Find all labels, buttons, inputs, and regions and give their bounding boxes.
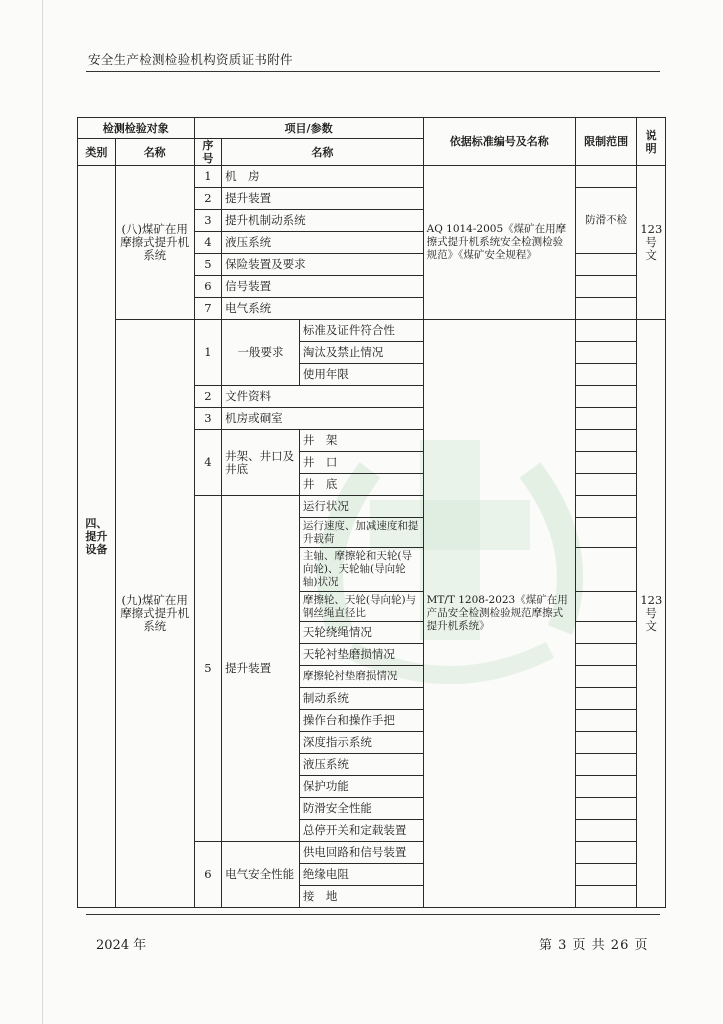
footer-year: 2024 年 (96, 938, 147, 953)
group9-item: 文件资料 (222, 386, 423, 408)
group8-seq: 6 (194, 276, 222, 298)
group9-limit-cell (575, 518, 636, 548)
group9-limit-cell (575, 496, 636, 518)
group9-subitem: 防滑安全性能 (299, 798, 423, 820)
header-category: 类别 (78, 139, 116, 166)
group9-seq: 3 (194, 408, 222, 430)
group9-note: 123号文 (637, 320, 666, 908)
group9-limit-cell (575, 474, 636, 496)
group9-limit-cell (575, 452, 636, 474)
group9-standard: MT/T 1208-2023《煤矿在用产品安全检测检验规范摩擦式提升机系统》 (423, 320, 575, 908)
group9-subitem: 制动系统 (299, 688, 423, 710)
group9-limit-cell (575, 710, 636, 732)
group9-subitem: 主轴、摩擦轮和天轮(导向轮)、天轮轴(导向轮轴)状况 (299, 548, 423, 592)
group9-limit-cell (575, 622, 636, 644)
group9-subitem: 绝缘电阻 (299, 864, 423, 886)
group9-item: 机房或硐室 (222, 408, 423, 430)
group8-seq: 7 (194, 298, 222, 320)
group8-limit-cell (575, 254, 636, 276)
group9-limit-cell (575, 666, 636, 688)
group8-item: 机 房 (222, 166, 423, 188)
group9-limit-cell (575, 592, 636, 622)
group9-subitem: 天轮衬垫磨损情况 (299, 644, 423, 666)
group9-limit-cell (575, 320, 636, 342)
group9-subitem: 摩擦轮衬垫磨损情况 (299, 666, 423, 688)
group9-limit-cell (575, 688, 636, 710)
group8-name: (八)煤矿在用摩擦式提升机系统 (115, 166, 194, 320)
group8-item: 信号装置 (222, 276, 423, 298)
group9-subitem: 运行速度、加减速度和提升载荷 (299, 518, 423, 548)
group9-limit-cell (575, 408, 636, 430)
page-edge-line (42, 0, 43, 1024)
group9-subitem: 液压系统 (299, 754, 423, 776)
group8-seq: 2 (194, 188, 222, 210)
group9-subitem: 淘汰及禁止情况 (299, 342, 423, 364)
group9-seq: 1 (194, 320, 222, 386)
group9-limit-cell (575, 364, 636, 386)
group9-item: 提升装置 (222, 496, 300, 842)
category-cell: 四、提升设备 (78, 166, 116, 908)
footer-page-number: 第 3 页 共 26 页 (539, 938, 649, 953)
group9-seq: 2 (194, 386, 222, 408)
group9-limit-cell (575, 820, 636, 842)
group8-standard: AQ 1014-2005《煤矿在用摩擦式提升机系统安全检测检验规范》《煤矿安全规程》 (423, 166, 575, 320)
group9-seq: 4 (194, 430, 222, 496)
group9-name: (九)煤矿在用摩擦式提升机系统 (115, 320, 194, 908)
group8-limit-cell (575, 298, 636, 320)
group9-item: 井架、井口及井底 (222, 430, 300, 496)
group8-item: 电气系统 (222, 298, 423, 320)
group9-limit-cell (575, 776, 636, 798)
group8-limit: 防滑不检 (575, 188, 636, 254)
group9-subitem: 深度指示系统 (299, 732, 423, 754)
group9-limit-cell (575, 342, 636, 364)
group9-subitem: 运行状况 (299, 496, 423, 518)
header-note: 说明 (637, 118, 666, 166)
group8-item: 提升机制动系统 (222, 210, 423, 232)
group8-note: 123号文 (637, 166, 666, 320)
group8-seq: 4 (194, 232, 222, 254)
group9-limit-cell (575, 644, 636, 666)
group9-item: 电气安全性能 (222, 842, 300, 908)
group9-subitem: 井 架 (299, 430, 423, 452)
group9-subitem: 摩擦轮、天轮(导向轮)与钢丝绳直径比 (299, 592, 423, 622)
group9-limit-cell (575, 886, 636, 908)
group9-limit-cell (575, 548, 636, 592)
group9-limit-cell (575, 798, 636, 820)
header-rule (86, 71, 660, 72)
group9-item: 一般要求 (222, 320, 300, 386)
group9-limit-cell (575, 754, 636, 776)
group9-subitem: 使用年限 (299, 364, 423, 386)
header-standard: 依据标准编号及名称 (423, 118, 575, 166)
footer-rule (86, 914, 660, 915)
header-seq: 序号 (194, 139, 222, 166)
group9-subitem: 总停开关和定载装置 (299, 820, 423, 842)
header-limit: 限制范围 (575, 118, 636, 166)
group9-subitem: 接 地 (299, 886, 423, 908)
header-name: 名称 (115, 139, 194, 166)
group9-limit-cell (575, 732, 636, 754)
group9-seq: 6 (194, 842, 222, 908)
group9-subitem: 供电回路和信号装置 (299, 842, 423, 864)
qualification-table (77, 117, 666, 908)
header-object: 检测检验对象 (78, 118, 195, 139)
group9-subitem: 保护功能 (299, 776, 423, 798)
group9-subitem: 井 底 (299, 474, 423, 496)
group8-item: 提升装置 (222, 188, 423, 210)
header-items: 项目/参数 (194, 118, 423, 139)
group8-limit-cell (575, 166, 636, 188)
group8-seq: 5 (194, 254, 222, 276)
group8-item: 液压系统 (222, 232, 423, 254)
group9-seq: 5 (194, 496, 222, 842)
group9-subitem: 操作台和操作手把 (299, 710, 423, 732)
group8-seq: 3 (194, 210, 222, 232)
group9-limit-cell (575, 430, 636, 452)
page-header-title: 安全生产检测检验机构资质证书附件 (88, 52, 293, 67)
group9-limit-cell (575, 386, 636, 408)
group8-seq: 1 (194, 166, 222, 188)
header-item-name: 名称 (222, 139, 423, 166)
group9-subitem: 天轮绕绳情况 (299, 622, 423, 644)
group9-limit-cell (575, 842, 636, 864)
group9-subitem: 井 口 (299, 452, 423, 474)
group8-item: 保险装置及要求 (222, 254, 423, 276)
group9-subitem: 标准及证件符合性 (299, 320, 423, 342)
group8-limit-cell (575, 276, 636, 298)
group9-limit-cell (575, 864, 636, 886)
